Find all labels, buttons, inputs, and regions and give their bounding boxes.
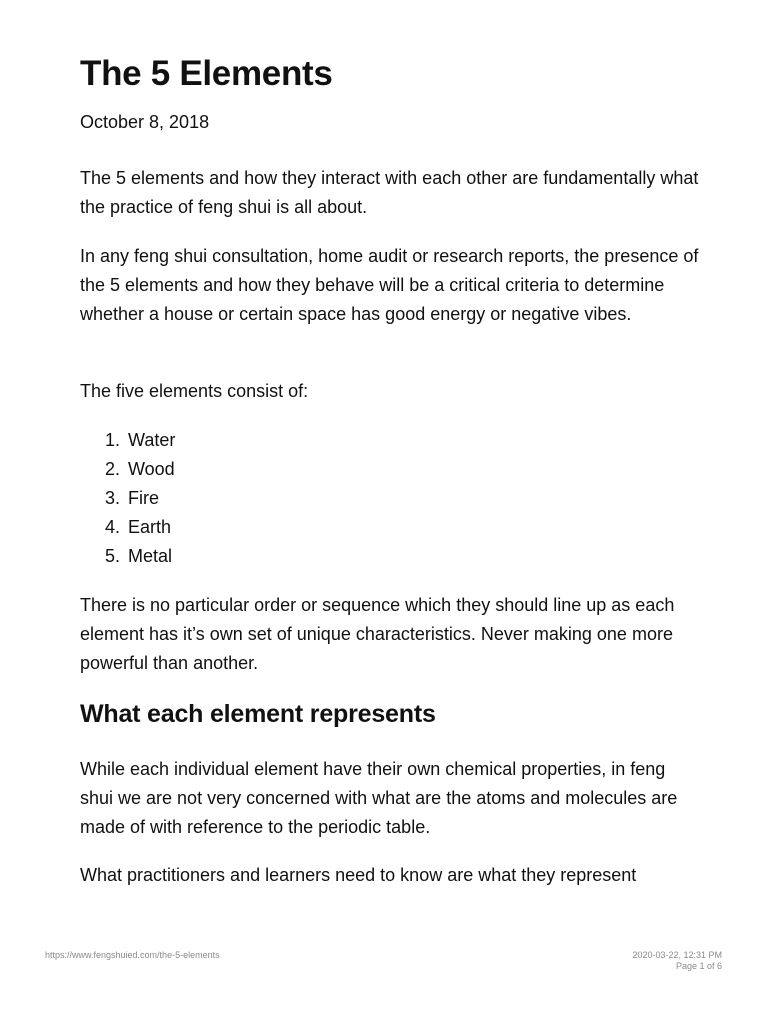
footer-page-number: Page 1 of 6: [675, 961, 722, 971]
footer-meta: [632, 950, 722, 972]
list-label: Wood: [128, 459, 175, 479]
list-label: Fire: [128, 488, 159, 508]
list-item: [80, 484, 175, 513]
list-label: Water: [128, 430, 176, 450]
footer-timestamp: 2020-03-22, 12:31 PM: [632, 950, 722, 960]
list-item: [80, 513, 175, 542]
list-label: Metal: [128, 546, 173, 566]
article-title: The 5 Elements: [80, 54, 333, 93]
list-item: [80, 426, 175, 455]
elements-list: [80, 426, 175, 571]
paragraph-no-order: There is no particular order or sequence which they should line up as each element has it’s own set of unique characteristics. Never making one more powerful than another.: [80, 595, 675, 673]
paragraph-intro: The 5 elements and how they interact with each other are fundamentally what the practice of feng shui is all about.: [80, 168, 699, 217]
list-number: 3.: [104, 488, 120, 508]
list-item: [80, 455, 175, 484]
list-number: 4.: [104, 517, 120, 537]
list-label: Earth: [128, 517, 172, 537]
paragraph-consist-of: The five elements consist of:: [80, 381, 309, 401]
footer-url: https://www.fengshuied.com/the-5-elements: [45, 950, 220, 960]
article-date: October 8, 2018: [80, 112, 210, 132]
section-heading: What each element represents: [80, 700, 436, 728]
paragraph-consultation: In any feng shui consultation, home audit or research reports, the presence of the 5 elements and how they behave will be a critical criteria to determine whether a house or certain space has good energy or negative vibes.: [80, 246, 699, 324]
list-number: 1.: [104, 430, 120, 450]
list-number: 2.: [104, 459, 120, 479]
paragraph-chemical-properties: While each individual element have their own chemical properties, in feng shui we are not very concerned with what are the atoms and molecules are made of with reference to the periodic table.: [80, 759, 678, 837]
paragraph-practitioners: What practitioners and learners need to know are what they represent: [80, 865, 637, 885]
list-number: 5.: [104, 546, 120, 566]
list-item: [80, 542, 175, 571]
